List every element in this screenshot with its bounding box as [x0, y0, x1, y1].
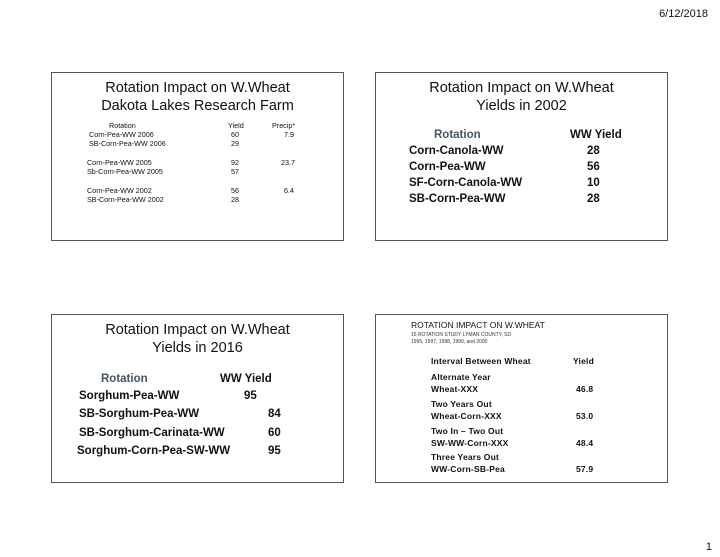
table-row-label: Two In – Two Out — [431, 426, 504, 436]
column-header-yield: Yield — [573, 356, 594, 366]
table-row-yield: 92 — [231, 158, 239, 167]
table-row-precip: 6.4 — [284, 186, 294, 195]
table-row-label: Three Years Out — [431, 452, 500, 462]
slide-thumbnail-4[interactable] — [375, 314, 668, 483]
table-row-rotation: Corn-Pea-WW 2006 — [89, 130, 154, 139]
slide-title-line1: Rotation Impact on W.Wheat — [429, 80, 614, 96]
table-row-yield: 95 — [244, 390, 257, 402]
page-date: 6/12/2018 — [659, 8, 708, 20]
column-header-yield: Yield — [228, 121, 244, 130]
table-row-precip: 7.9 — [284, 130, 294, 139]
table-row-yield: 28 — [587, 145, 600, 157]
table-row-yield: 84 — [268, 408, 281, 420]
slide-subtitle-line1: 15 ROTATION STUDY LYMAN COUNTY, SD — [411, 332, 512, 338]
table-row-yield: 95 — [268, 445, 281, 457]
table-row-rotation: Sb-Corn-Pea-WW 2005 — [87, 167, 163, 176]
table-row-precip: 23.7 — [281, 158, 295, 167]
table-row-yield: 28 — [587, 193, 600, 205]
column-header-interval: Interval Between Wheat — [431, 356, 531, 366]
table-row-rotation: SB-Corn-Pea-WW 2006 — [89, 139, 166, 148]
slide-title-line1: Rotation Impact on W.Wheat — [105, 80, 290, 96]
slide-title-line2: Yields in 2002 — [476, 98, 567, 114]
table-row-yield: 10 — [587, 177, 600, 189]
column-header-rotation: Rotation — [434, 129, 481, 141]
table-row-rotation: Corn-Pea-WW 2002 — [87, 186, 152, 195]
table-row-yield: 60 — [268, 427, 281, 439]
column-header-yield: WW Yield — [570, 129, 622, 141]
table-row-rotation: SB-Sorghum-Carinata-WW — [79, 427, 225, 439]
slide-thumbnail-1[interactable] — [51, 72, 344, 241]
table-row-rotation: Sorghum-Corn-Pea-SW-WW — [77, 445, 231, 457]
table-row-rotation: Corn-Pea-WW — [409, 161, 486, 173]
table-row-yield: 53.0 — [576, 411, 594, 421]
table-row-label: Alternate Year — [431, 372, 491, 382]
column-header-rotation: Rotation — [101, 373, 148, 385]
table-row-label: Two Years Out — [431, 399, 492, 409]
table-row-yield: 57.9 — [576, 464, 594, 474]
column-header-yield: WW Yield — [220, 373, 272, 385]
slide-thumbnail-3[interactable] — [51, 314, 344, 483]
table-row-rotation: Wheat-XXX — [431, 384, 479, 394]
table-row-yield: 57 — [231, 167, 239, 176]
table-row-rotation: Corn-Pea-WW 2005 — [87, 158, 152, 167]
table-row-yield: 48.4 — [576, 438, 594, 448]
table-row-rotation: Wheat-Corn-XXX — [431, 411, 502, 421]
table-row-rotation: SF-Corn-Canola-WW — [409, 177, 523, 189]
table-row-yield: 29 — [231, 139, 239, 148]
table-row-rotation: SB-Sorghum-Pea-WW — [79, 408, 200, 420]
slide-subtitle-line2: 1995, 1997, 1998, 1999, and 2000 — [411, 339, 488, 345]
table-row-rotation: SB-Corn-Pea-WW 2002 — [87, 195, 164, 204]
table-row-rotation: SB-Corn-Pea-WW — [409, 193, 506, 205]
table-row-yield: 56 — [231, 186, 239, 195]
table-row-rotation: SW-WW-Corn-XXX — [431, 438, 509, 448]
slide-thumbnail-2[interactable] — [375, 72, 668, 241]
table-row-yield: 60 — [231, 130, 239, 139]
table-row-yield: 56 — [587, 161, 600, 173]
page-number: 1 — [705, 541, 712, 553]
table-row-yield: 46.8 — [576, 384, 594, 394]
table-row-rotation: Sorghum-Pea-WW — [79, 390, 180, 402]
slide-title-line2: Dakota Lakes Research Farm — [101, 98, 294, 114]
table-row-yield: 28 — [231, 195, 239, 204]
slide-title: ROTATION IMPACT ON W.WHEAT — [411, 320, 545, 330]
table-row-rotation: Corn-Canola-WW — [409, 145, 504, 157]
column-header-precip: Precip* — [272, 121, 296, 130]
slide-title-line1: Rotation Impact on W.Wheat — [105, 322, 290, 338]
column-header-rotation: Rotation — [109, 121, 136, 130]
slide-title-line2: Yields in 2016 — [152, 340, 243, 356]
table-row-rotation: WW-Corn-SB-Pea — [431, 464, 505, 474]
